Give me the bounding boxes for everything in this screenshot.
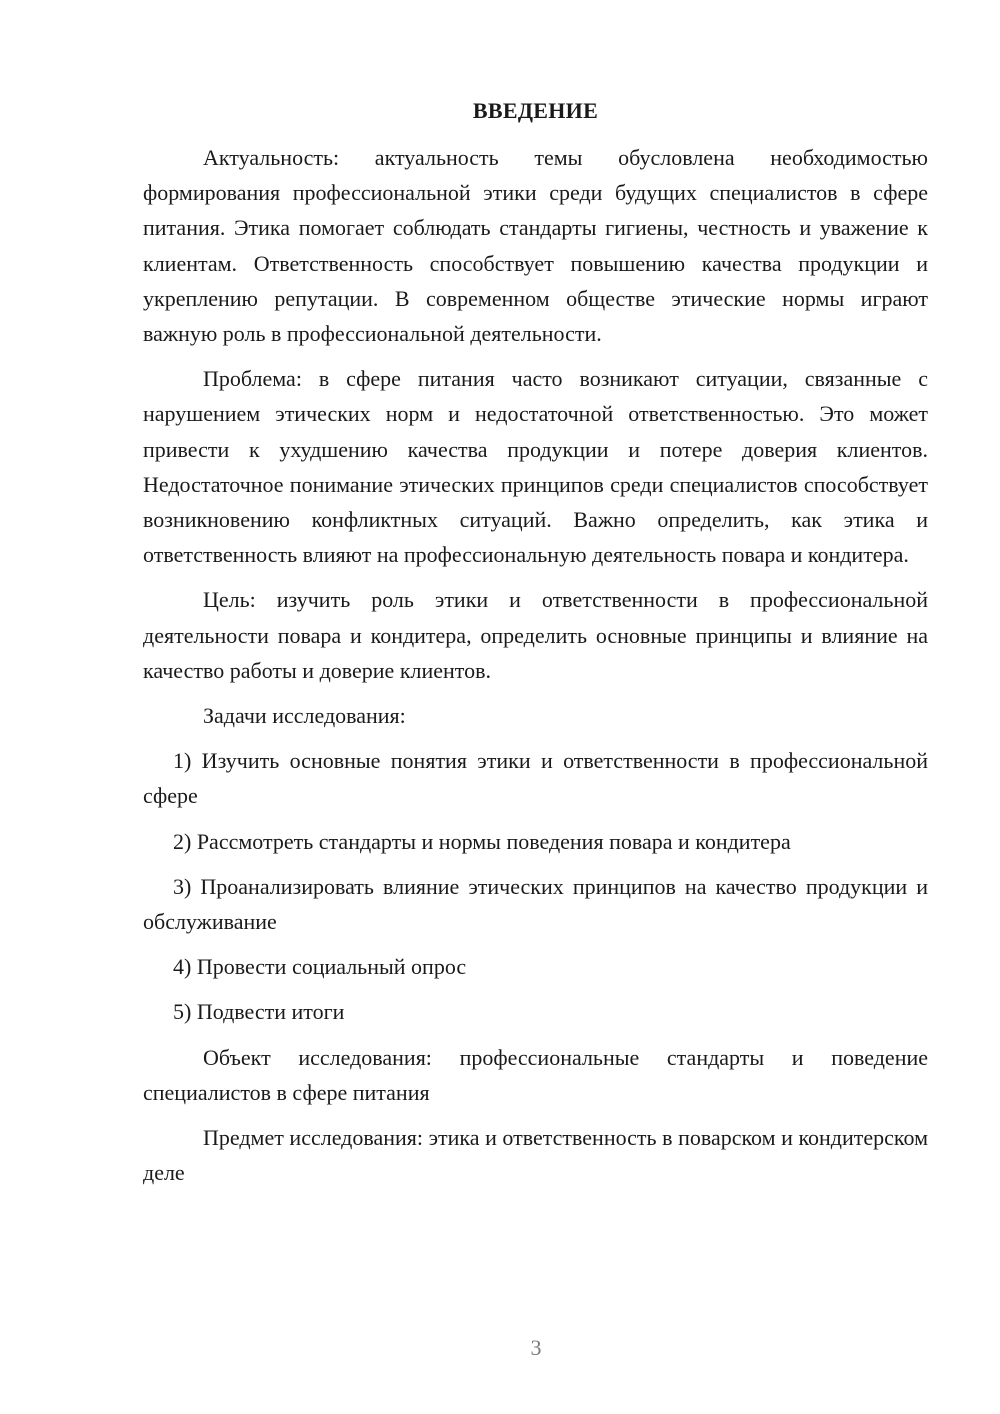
task-item: 1) Изучить основные понятия этики и ответственности в профессиональной сфере xyxy=(143,748,928,809)
task-item: 3) Проанализировать влияние этических принципов на качество продукции и обслуживание xyxy=(143,873,928,935)
research-subject-paragraph: Предмет исследования: этика и ответственность в поварском и кондитерском деле xyxy=(143,1125,928,1186)
page-number: 3 xyxy=(530,1335,542,1360)
research-object-paragraph: Объект исследования: профессиональные стандарты и поведение специалистов в сфере питания xyxy=(143,1044,928,1105)
task-item: 5) Подвести итоги xyxy=(173,999,345,1025)
task-item: 2) Рассмотреть стандарты и нормы поведения повара и кондитера xyxy=(173,828,791,854)
relevance-paragraph: Актуальность: актуальность темы обусловлена необходимостью формирования профессиональной этики среди будущих специалистов в сфере питания. Этика помогает соблюдать стандарты гигиены, честность и уважение к клиентам. Ответственность способствует повышению качества продукции и укреплению репутации. В современном обществе этические нормы играют важную роль в профессиональной деятельности. xyxy=(143,145,928,347)
problem-paragraph: Проблема: в сфере питания часто возникают ситуации, связанные с нарушением этических норм и недостаточной ответственностью. Это может привести к ухудшению качества продукции и потере доверия клиентов. Недостаточное понимание этических принципов среди специалистов способствует возникновению конфликтных ситуаций. Важно определить, как этика и ответственность влияют на профессиональную деятельность повара и кондитера. xyxy=(143,366,928,568)
page-content xyxy=(143,96,928,1200)
task-item: 4) Провести социальный опрос xyxy=(173,954,467,980)
goal-paragraph: Цель: изучить роль этики и ответственности в профессиональной деятельности повара и кондитера, определить основные принципы и влияние на качество работы и доверие клиентов. xyxy=(143,587,928,683)
page-title: ВВЕДЕНИЕ xyxy=(472,98,599,123)
tasks-heading: Задачи исследования: xyxy=(203,703,406,729)
